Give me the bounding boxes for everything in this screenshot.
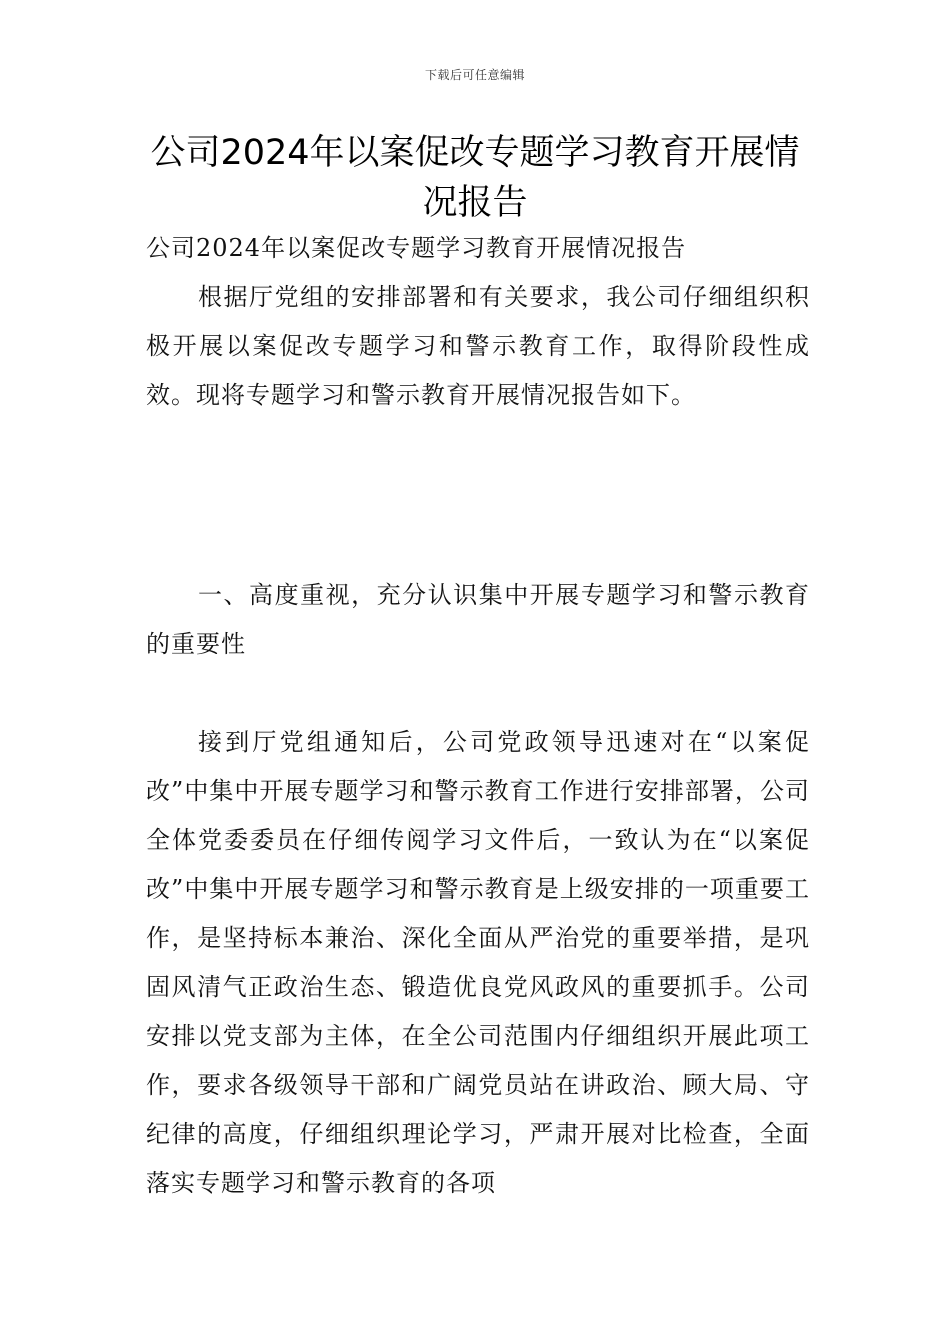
section-heading-1: 一、高度重视，充分认识集中开展专题学习和警示教育的重要性: [146, 581, 810, 658]
download-edit-note: 下载后可任意编辑: [424, 68, 525, 82]
document-title: 公司2024年以案促改专题学习教育开展情况报告: [150, 133, 800, 223]
intro-paragraph: 根据厅党组的安排部署和有关要求，我公司仔细组织积极开展以案促改专题学习和警示教育工作，取得阶段性成效。现将专题学习和警示教育开展情况报告如下。: [146, 283, 810, 409]
document-subtitle: 公司2024年以案促改专题学习教育开展情况报告: [146, 234, 687, 262]
section-paragraph-1: 接到厅党组通知后，公司党政领导迅速对在“以案促改”中集中开展专题学习和警示教育工作进行安排部署，公司全体党委委员在仔细传阅学习文件后，一致认为在“以案促改”中集中开展专题学习和警示教育是上级安排的一项重要工作，是坚持标本兼治、深化全面从严治党的重要举措，是巩固风清气正政治生态、锻造优良党风政风的重要抓手。公司安排以党支部为主体，在全公司范围内仔细组织开展此项工作，要求各级领导干部和广阔党员站在讲政治、顾大局、守纪律的高度，仔细组织理论学习，严肃开展对比检查，全面落实专题学习和警示教育的各项: [146, 728, 810, 1197]
